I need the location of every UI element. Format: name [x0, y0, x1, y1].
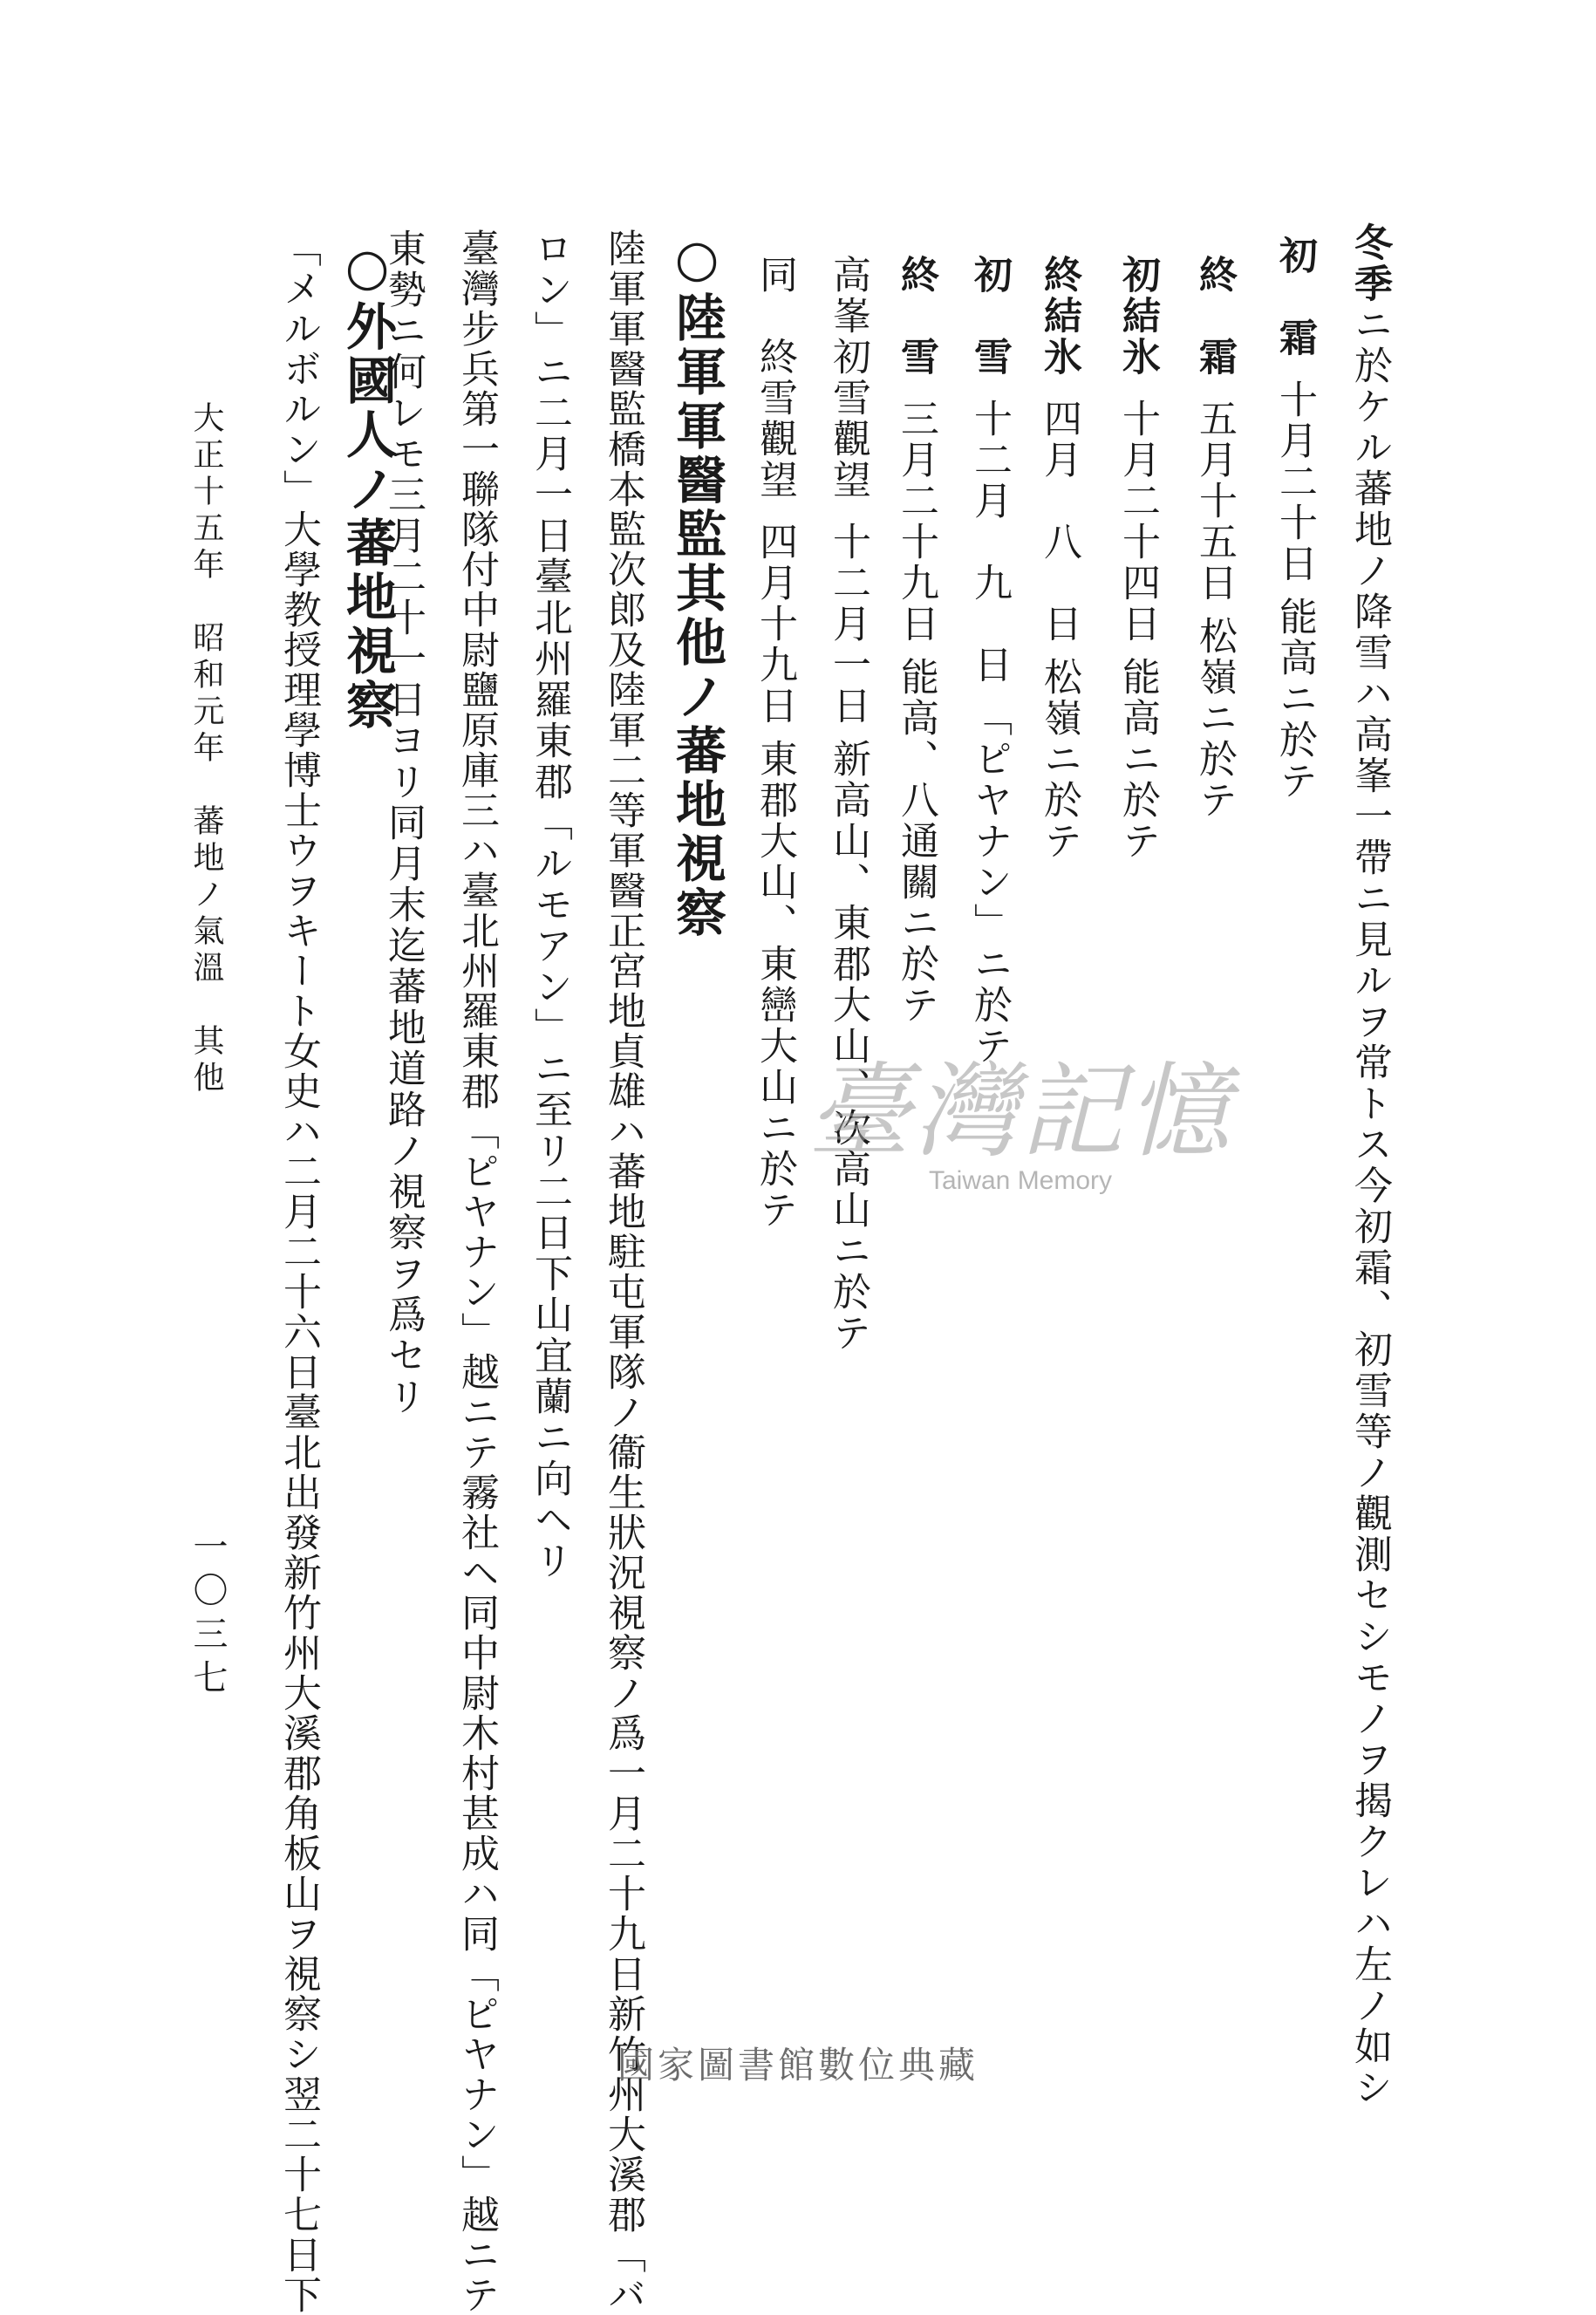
section-heading: ○外國人ノ蕃地視察	[338, 237, 397, 733]
observation-date: 十二月 九 日	[967, 399, 1012, 686]
running-title: 大正十五年 昭和元年 蕃地ノ氣溫 其他	[188, 401, 224, 1097]
intro-lead: 冬季	[1347, 222, 1392, 304]
section-heading: ○陸軍軍醫監其他ノ蕃地視察	[667, 229, 726, 940]
watermark-english: Taiwan Memory	[928, 1166, 1113, 1195]
body-line: ロン」ニ二月一日臺北州羅東郡「ルモアン」ニ至リ二日下山宜蘭ニ向ヘリ	[528, 229, 572, 1581]
observation-date: 五月十五日	[1192, 399, 1237, 604]
observation-row	[967, 255, 1012, 1067]
observation-label: 終 霜	[1192, 255, 1237, 378]
observation-place: 能高ニ於テ	[1272, 597, 1317, 802]
observation-row	[1115, 255, 1160, 862]
page-number: 一〇三七	[188, 1528, 228, 1703]
observation-date: 十二月一日	[826, 522, 870, 727]
observation-place: 松嶺ニ於テ	[1037, 657, 1081, 862]
library-credit: 國家圖書館數位典藏	[617, 2044, 979, 2086]
observation-label: 同 終雪觀望	[753, 255, 797, 501]
observation-date: 四月十九日	[753, 522, 797, 727]
observation-place: 東郡大山、東巒大山ニ於テ	[753, 739, 797, 1231]
observation-place: 「ピヤナン」ニ於テ	[967, 698, 1012, 1067]
watermark-chinese: 臺灣記憶	[807, 1051, 1233, 1171]
observation-place: 能高、八通關ニ於テ	[894, 657, 938, 1026]
observation-label: 初 雪	[967, 255, 1012, 378]
observation-row	[1037, 255, 1081, 862]
intro-text: ニ於ケル蕃地ノ降雪ハ高峯一帶ニ見ルヲ常トス今初霜、初雪等ノ觀測セシモノヲ揭クレハ左ノ如シ	[1347, 304, 1392, 2108]
observation-label: 初 霜	[1272, 236, 1317, 359]
observation-label: 終結氷	[1037, 255, 1081, 378]
observation-place: 能高ニ於テ	[1115, 657, 1160, 862]
observation-label: 高峯初雪觀望	[826, 255, 870, 501]
observation-label: 初結氷	[1115, 255, 1160, 378]
observation-place: 新高山、東郡大山、次高山ニ於テ	[826, 739, 870, 1354]
body-line: 臺灣步兵第一聯隊付中尉鹽原庫三ハ臺北州羅東郡「ピヤナン」越ニテ霧社ヘ同中尉木村甚成ハ同「ピヤナン」越ニテ	[454, 229, 499, 2315]
taiwan-memory-watermark	[789, 1051, 1252, 1199]
observation-place: 松嶺ニ於テ	[1192, 616, 1237, 821]
observation-date: 十月二十四日	[1115, 399, 1160, 645]
body-line: 東勢ニ何レモ三月二十一日ヨリ同月末迄蕃地道路ノ視察ヲ爲セリ	[381, 229, 426, 1417]
observation-row	[1192, 255, 1237, 821]
observation-date: 十月二十日	[1272, 379, 1317, 584]
body-line: 陸軍軍醫監橋本監次郎及陸軍二等軍醫正宮地貞雄ハ蕃地駐屯軍隊ノ衞生狀況視察ノ爲一月二十九日新竹州大溪郡「バ	[601, 229, 645, 2315]
intro-line	[1347, 222, 1392, 2108]
observation-label: 終 雪	[894, 255, 938, 378]
observation-date: 四月 八 日	[1037, 399, 1081, 645]
observation-row	[753, 255, 797, 1231]
body-line: 「メルボルン」大學教授理學博士ウヲキート女史ハ二月二十六日臺北出發新竹州大溪郡角板山ヲ視察シ翌二十七日下	[276, 229, 321, 2315]
observation-row	[1272, 236, 1317, 802]
observation-row	[894, 255, 938, 1026]
observation-date: 三月二十九日	[894, 399, 938, 645]
